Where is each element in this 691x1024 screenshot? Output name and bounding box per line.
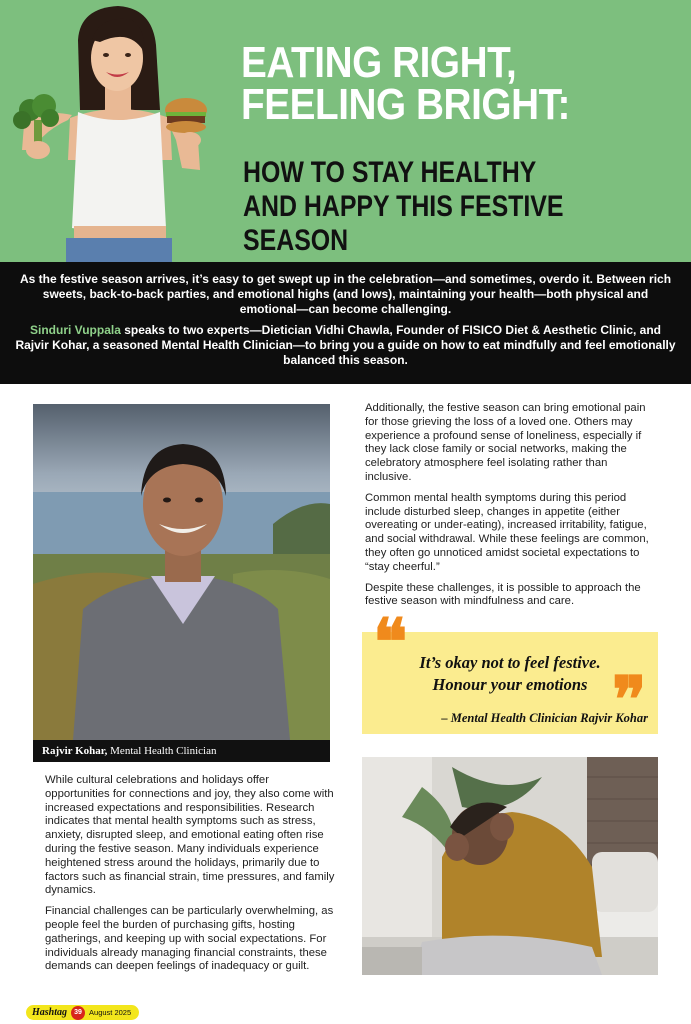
rajvir-kohar-portrait-photo: [33, 404, 330, 740]
left-paragraph-2: Financial challenges can be particularly overwhelming, as people feel the burden of purchasing gifts, hosting gatherings, and keeping up with social expectations. For individuals already managing financial constraints, these demands can deepen feelings of inadequacy or guilt.: [45, 905, 334, 973]
caption-role: Mental Health Clinician: [107, 745, 217, 757]
open-quote-icon: ❝: [373, 607, 408, 678]
right-paragraph-2: Common mental health symptoms during this period include disturbed sleep, changes in appetite (either overeating or under-eating), increased irritability, fatigue, and social withdrawal. While these feelings are common, they often go unnoticed amidst societal expectations to “stay cheerful.”: [365, 491, 649, 573]
headline-line-1: EATING RIGHT,: [241, 38, 517, 87]
intro-paragraph-2-text: speaks to two experts—Dietician Vidhi Chawla, Founder of FISICO Diet & Aesthetic Clinic, and Rajvir Kohar, a seasoned Mental Health Clinician—to bring you a guide on how to eat mindfully and feel emotionally balanced this season.: [15, 323, 676, 367]
right-column-text: [365, 402, 655, 609]
intro-paragraph-1: As the festive season arrives, it’s easy to get swept up in the celebration—and sometimes, overdo it. Between rich sweets, back-to-back parties, and emotional highs (and lows), maintaining your health—both physical and emotional—can become challenging.: [19, 272, 672, 316]
headline-line-2: FEELING BRIGHT:: [241, 80, 570, 129]
subheadline-line-1: HOW TO STAY HEALTHY: [243, 156, 537, 189]
right-paragraph-3: Despite these challenges, it is possible to approach the festive season with mindfulness and care.: [365, 581, 641, 608]
intro-band: [0, 262, 691, 384]
right-paragraph-1: Additionally, the festive season can bring emotional pain for those grieving the loss of a loved one. Others may experience a profound sense of loneliness, especially if they lack close family or social networks, making the celebratory atmosphere feel isolating rather than inclusive.: [365, 402, 646, 483]
page-number-badge: 39: [71, 1006, 85, 1020]
magazine-brand-logo: Hashtag: [32, 1007, 68, 1018]
footer-pill: [26, 1005, 139, 1020]
page-footer: [26, 1005, 139, 1020]
pull-quote-attribution: – Mental Health Clinician Rajvir Kohar: [441, 711, 648, 725]
left-paragraph-1: While cultural celebrations and holidays offer opportunities for connections and joy, they also come with increased expectations and responsibilities. Research indicates that mental health symptoms such as stress, anxiety, disrupted sleep, and emotional eating often rise during the festive season. Many individuals experience heightened stress around the holidays, primarily due to factors such as financial strain, time pressures, and family dynamics.: [45, 774, 335, 897]
subheadline-line-2: AND HAPPY THIS FESTIVE SEASON: [243, 190, 564, 257]
stressed-man-on-couch-photo: [362, 757, 658, 975]
headline: [241, 38, 628, 129]
subheadline: [243, 156, 641, 258]
woman-holding-broccoli-and-burger-photo: [0, 0, 230, 262]
intro-paragraph-2: [14, 323, 677, 368]
photo-caption: [33, 740, 330, 762]
left-column-text: [45, 774, 335, 974]
issue-date: August 2025: [89, 1008, 132, 1017]
close-quote-icon: ❞: [612, 665, 647, 736]
hero-banner: [0, 0, 691, 262]
author-byline: Sinduri Vuppala: [29, 323, 121, 337]
pull-quote-line-2: Honour your emotions: [432, 675, 588, 694]
caption-name: Rajvir Kohar,: [42, 745, 108, 757]
pull-quote-line-1: It’s okay not to feel festive.: [419, 653, 601, 672]
pull-quote-text: [380, 652, 640, 696]
